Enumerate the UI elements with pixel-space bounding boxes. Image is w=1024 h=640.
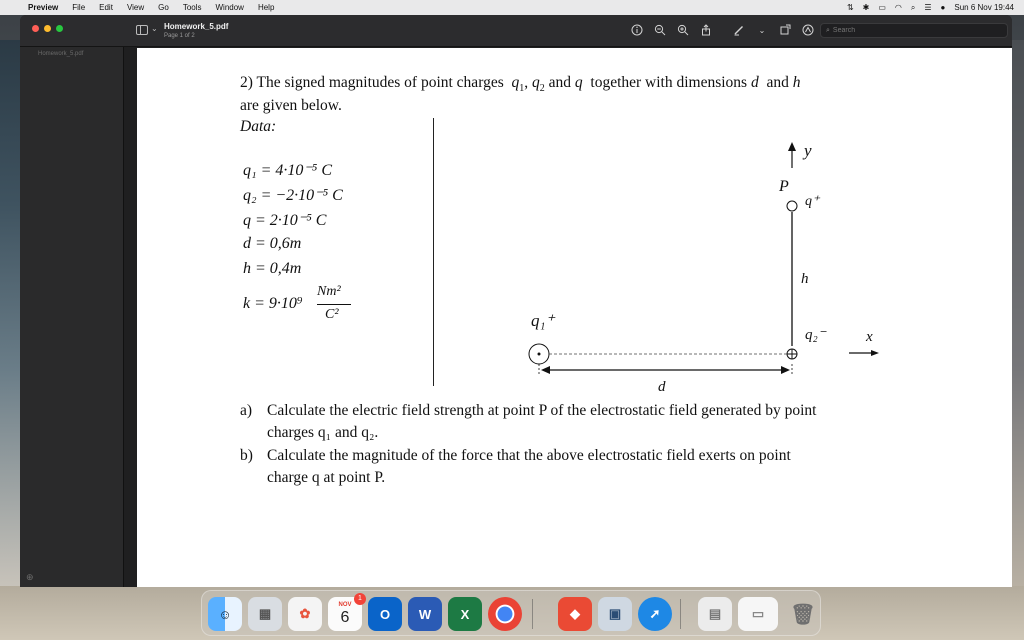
info-icon[interactable] (630, 23, 644, 37)
share-icon[interactable] (699, 23, 713, 37)
x-axis-arrowhead (871, 350, 879, 356)
x-axis-label: x (866, 329, 873, 345)
calendar-month: NOV (338, 602, 352, 608)
dock-outlook[interactable] (368, 597, 402, 631)
thumbnail-sidebar (20, 47, 124, 587)
charge-diagram (497, 128, 897, 388)
window-resize-icon[interactable] (778, 23, 792, 37)
q1-center-dot (538, 353, 541, 356)
d-arrowhead-right (781, 366, 790, 374)
task-a-line1: Calculate the electric field strength at point P of the electrostatic field generated by point (267, 402, 817, 419)
dock-launchpad[interactable] (248, 597, 282, 631)
d-arrowhead-left (541, 366, 550, 374)
network-activity-icon[interactable]: ⇅ (846, 3, 854, 12)
dock-anydesk[interactable] (558, 597, 592, 631)
status-menus (847, 0, 1014, 15)
photos-icon: ✿ (299, 606, 311, 621)
preview-icon: ▣ (608, 606, 622, 621)
question-intro-line1: 2) The signed magnitudes of point charges $q_1$, $q_2$ and q together with dimensions d and h (240, 74, 801, 95)
h-label: h (801, 271, 809, 287)
markup-chevron-icon[interactable]: ⌄ (758, 25, 766, 35)
outlook-icon: O (379, 606, 391, 622)
data-k-denominator: C² (325, 307, 339, 322)
data-q2: q₂ = −2·10⁻⁵ C (243, 187, 343, 204)
safari-compass-icon: ➚ (649, 606, 661, 621)
trash-icon: 🗑 (790, 603, 816, 626)
menu-view[interactable]: View (126, 3, 145, 12)
excel-icon: X (460, 606, 470, 622)
sidebar-toggle-icon[interactable] (136, 25, 148, 35)
preview-window (20, 15, 1012, 587)
window-controls (32, 25, 63, 32)
y-axis-arrowhead (788, 142, 796, 151)
fraction-bar (317, 304, 351, 305)
question-intro-part-a: 2) The signed magnitudes of point charges (240, 74, 504, 91)
dock-safari[interactable] (638, 597, 672, 631)
bluetooth-icon[interactable]: ✱ (862, 3, 870, 12)
menu-go[interactable]: Go (158, 3, 169, 12)
question-intro-and-2: and (766, 74, 789, 91)
zoom-button[interactable] (56, 25, 63, 32)
dock-excel[interactable] (448, 597, 482, 631)
sidebar-document-label[interactable]: Homework_5.pdf (38, 51, 84, 57)
finder-icon: ☺ (218, 606, 232, 622)
q1-label: q₁⁺ (531, 311, 555, 330)
document-thumbnail-icon: ▭ (751, 606, 765, 621)
zoom-out-icon[interactable] (653, 23, 667, 37)
apple-menu-icon[interactable] (10, 3, 20, 13)
dock-trash[interactable] (786, 597, 820, 631)
zoom-in-icon[interactable] (676, 23, 690, 37)
point-p-marker (787, 201, 797, 211)
dock-preview[interactable] (598, 597, 632, 631)
markup-toolbar-icon[interactable] (801, 23, 815, 37)
title-bar (20, 15, 1012, 47)
menu-window[interactable]: Window (215, 3, 244, 12)
data-heading: Data: (240, 118, 277, 135)
task-b-line1: Calculate the magnitude of the force that the above electrostatic field exerts on point (267, 447, 791, 464)
menu-help[interactable]: Help (257, 3, 275, 12)
question-intro-line2: are given below. (240, 97, 342, 114)
point-p-label: P (779, 178, 789, 195)
document-title: Homework_5.pdf (164, 22, 229, 31)
data-k-numerator: Nm² (317, 284, 341, 299)
battery-icon[interactable]: ▭ (878, 3, 886, 12)
siri-icon[interactable]: ● (940, 3, 946, 12)
search-icon: ⌕ (826, 26, 830, 34)
section-divider (433, 118, 434, 386)
desktop-strip-right (1011, 40, 1024, 590)
menu-bar (0, 0, 1024, 15)
task-a-line2: charges q₁ and q₂. (267, 424, 379, 441)
data-d: d = 0,6m (243, 235, 302, 252)
word-icon: W (418, 606, 432, 622)
markup-pen-icon[interactable] (732, 23, 746, 37)
document-icon: ▤ (708, 606, 722, 621)
toolbar (630, 23, 815, 37)
pdf-page (137, 48, 1012, 587)
menu-edit[interactable]: Edit (99, 3, 113, 12)
d-label: d (658, 379, 666, 395)
spotlight-icon[interactable]: ⌕ (910, 2, 916, 12)
search-box[interactable] (820, 23, 1008, 38)
clock[interactable]: Sun 6 Nov 19:44 (954, 3, 1014, 12)
data-k: k = 9·10⁹ (243, 295, 303, 312)
menu-file[interactable]: File (72, 3, 86, 12)
q-plus-label: q⁺ (805, 194, 820, 209)
dock (201, 590, 821, 636)
chevron-down-icon[interactable]: ⌄ (151, 24, 158, 33)
calendar-day: 6 (340, 609, 350, 626)
add-icon[interactable]: ⊕ (26, 572, 34, 582)
calendar-badge: 1 (354, 593, 366, 605)
desktop-strip-left (0, 40, 22, 590)
dock-separator-2 (680, 599, 681, 629)
y-axis-label: y (804, 141, 812, 160)
dock-document-preview-1[interactable] (698, 597, 732, 631)
search-input[interactable] (833, 27, 993, 34)
dock-word[interactable] (408, 597, 442, 631)
task-b-marker: b) (240, 447, 253, 464)
question-intro-and-1: and (548, 74, 572, 91)
launchpad-icon: ▦ (258, 606, 272, 621)
dock-chrome[interactable] (488, 597, 522, 631)
q2-label: q₂⁻ (805, 327, 826, 343)
dock-finder[interactable] (208, 597, 242, 631)
question-intro-part-b: together with dimensions (590, 74, 748, 91)
dock-photos[interactable] (288, 597, 322, 631)
task-b-line2: charge q at point P. (267, 469, 386, 486)
dock-separator-1 (532, 599, 533, 629)
wifi-icon[interactable]: ◠ (894, 3, 902, 12)
data-q: q = 2·10⁻⁵ C (243, 212, 327, 229)
dock-document-preview-2[interactable] (738, 597, 778, 631)
close-button[interactable] (32, 25, 39, 32)
page-indicator: Page 1 of 2 (164, 33, 195, 39)
anydesk-icon: ◆ (570, 606, 580, 621)
menu-preview[interactable]: Preview (28, 3, 59, 12)
data-q1: q₁ = 4·10⁻⁵ C (243, 162, 333, 179)
minimize-button[interactable] (44, 25, 51, 32)
data-h: h = 0,4m (243, 260, 302, 277)
task-a-marker: a) (240, 402, 253, 419)
menu-tools[interactable]: Tools (182, 3, 202, 12)
control-center-icon[interactable]: ☰ (924, 3, 932, 12)
